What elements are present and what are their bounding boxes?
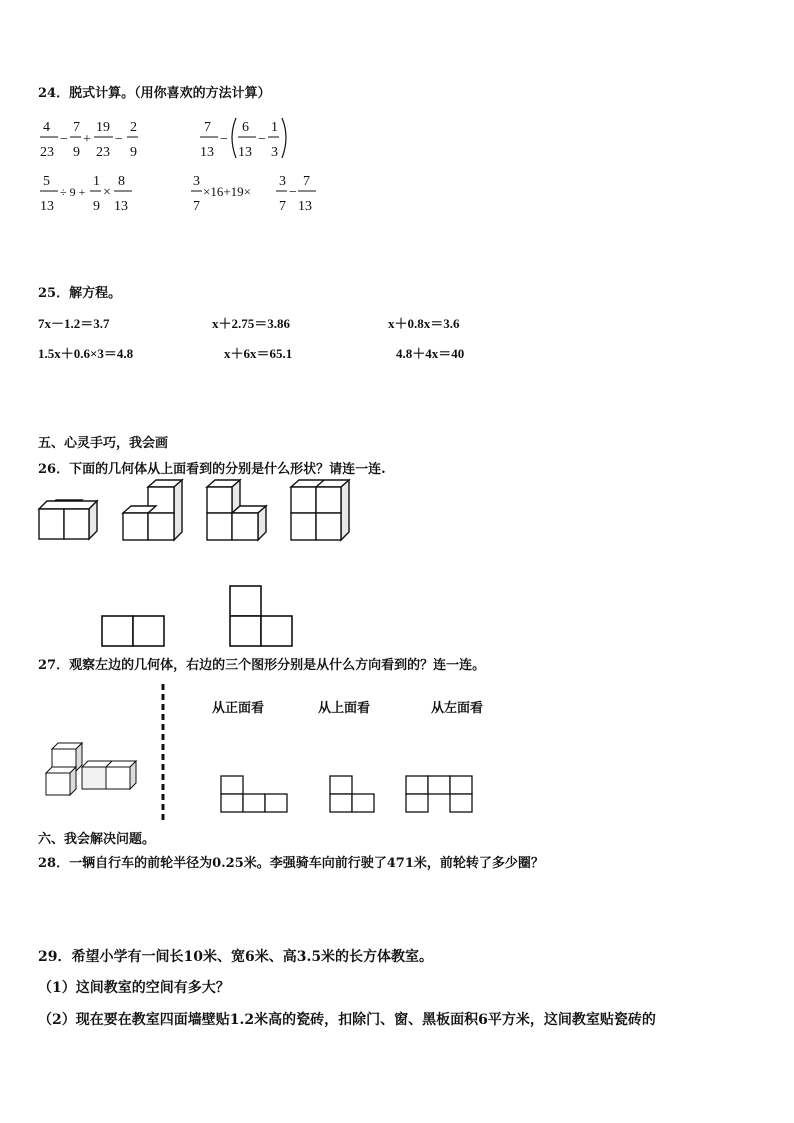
solid-figure-2 (122, 479, 186, 543)
svg-text:13: 13 (40, 199, 54, 214)
solid-figure-4 (290, 479, 354, 543)
section-5-title: 五、心灵手巧，我会画 (38, 436, 169, 451)
equation: x＋2.75＝3.86 (212, 316, 291, 331)
q24-expression-2 (198, 116, 298, 162)
frac-den: 23 (96, 145, 110, 160)
svg-text:7: 7 (303, 174, 310, 189)
q24-title: 24．脱式计算。（用你喜欢的方法计算） (38, 86, 271, 101)
solid-figure-q27 (42, 739, 142, 799)
q24-expression-1 (38, 116, 148, 162)
view-label-top: 从上面看 (318, 701, 371, 716)
top-view-shape-2 (229, 585, 293, 647)
svg-text:13: 13 (298, 199, 312, 214)
q28-title: 28．一辆自行车的前轮半径为0.25米。李强骑车向前行驶了471米，前轮转了多少圈？ (38, 856, 544, 871)
q29-title: 29．希望小学有一间长10米、宽6米、高3.5米的长方体教室。 (38, 949, 434, 965)
q24-expression-4 (190, 170, 320, 216)
frac-num: 4 (43, 120, 50, 135)
svg-text:7: 7 (204, 120, 211, 135)
op: + (83, 132, 91, 147)
svg-text:13: 13 (114, 199, 128, 214)
svg-text:7: 7 (279, 199, 286, 214)
svg-text:13: 13 (238, 145, 252, 160)
svg-text:−: − (258, 132, 266, 147)
dashed-divider (160, 684, 166, 824)
view-shape-top (329, 775, 375, 813)
q29-part-2: （2）现在要在教室四面墙壁贴1.2米高的瓷砖，扣除门、窗、黑板面积6平方米，这间教室贴瓷砖的 (38, 1012, 656, 1028)
svg-text:3: 3 (279, 174, 286, 189)
equation: x＋6x＝65.1 (224, 346, 293, 361)
view-shape-front (220, 775, 288, 813)
q29-part-1: （1）这间教室的空间有多大？ (38, 980, 230, 996)
svg-text:÷ 9 +: ÷ 9 + (60, 185, 86, 199)
q25-title: 25．解方程。 (38, 286, 122, 301)
svg-text:5: 5 (43, 174, 50, 189)
svg-text:9: 9 (93, 199, 100, 214)
svg-text:×: × (103, 185, 111, 200)
q26-title: 26．下面的几何体从上面看到的分别是什么形状？请连一连. (38, 462, 386, 477)
solid-figure-3 (206, 479, 270, 543)
view-label-left: 从左面看 (431, 701, 484, 716)
svg-text:1: 1 (93, 174, 100, 189)
svg-text:−: − (220, 132, 228, 147)
section-6-title: 六、我会解决问题。 (38, 832, 156, 847)
frac-den: 9 (73, 145, 80, 160)
equation: 4.8＋4x＝40 (396, 346, 465, 361)
svg-text:8: 8 (118, 174, 125, 189)
equation: 1.5x＋0.6×3＝4.8 (38, 346, 134, 361)
view-shape-left (405, 775, 473, 813)
frac-num: 7 (73, 120, 80, 135)
equation: x＋0.8x＝3.6 (388, 316, 460, 331)
svg-text:3: 3 (271, 145, 278, 160)
top-view-shape-1 (101, 615, 165, 647)
svg-text:3: 3 (193, 174, 200, 189)
frac-num: 19 (96, 120, 110, 135)
svg-text:−: − (289, 185, 297, 200)
svg-text:6: 6 (242, 120, 249, 135)
svg-text:1: 1 (271, 120, 278, 135)
q24-expression-3 (38, 170, 138, 216)
svg-text:13: 13 (200, 145, 214, 160)
frac-den: 23 (40, 145, 54, 160)
op: − (60, 132, 68, 147)
view-label-front: 从正面看 (212, 701, 265, 716)
svg-text:×16+19×: ×16+19× (203, 184, 251, 199)
solid-figure-1 (38, 498, 100, 542)
frac-num: 2 (130, 120, 137, 135)
frac-den: 9 (130, 145, 137, 160)
op: − (115, 132, 123, 147)
equation: 7x－1.2＝3.7 (38, 316, 110, 331)
svg-text:7: 7 (193, 199, 200, 214)
q27-title: 27．观察左边的几何体，右边的三个图形分别是从什么方向看到的？连一连。 (38, 658, 486, 673)
